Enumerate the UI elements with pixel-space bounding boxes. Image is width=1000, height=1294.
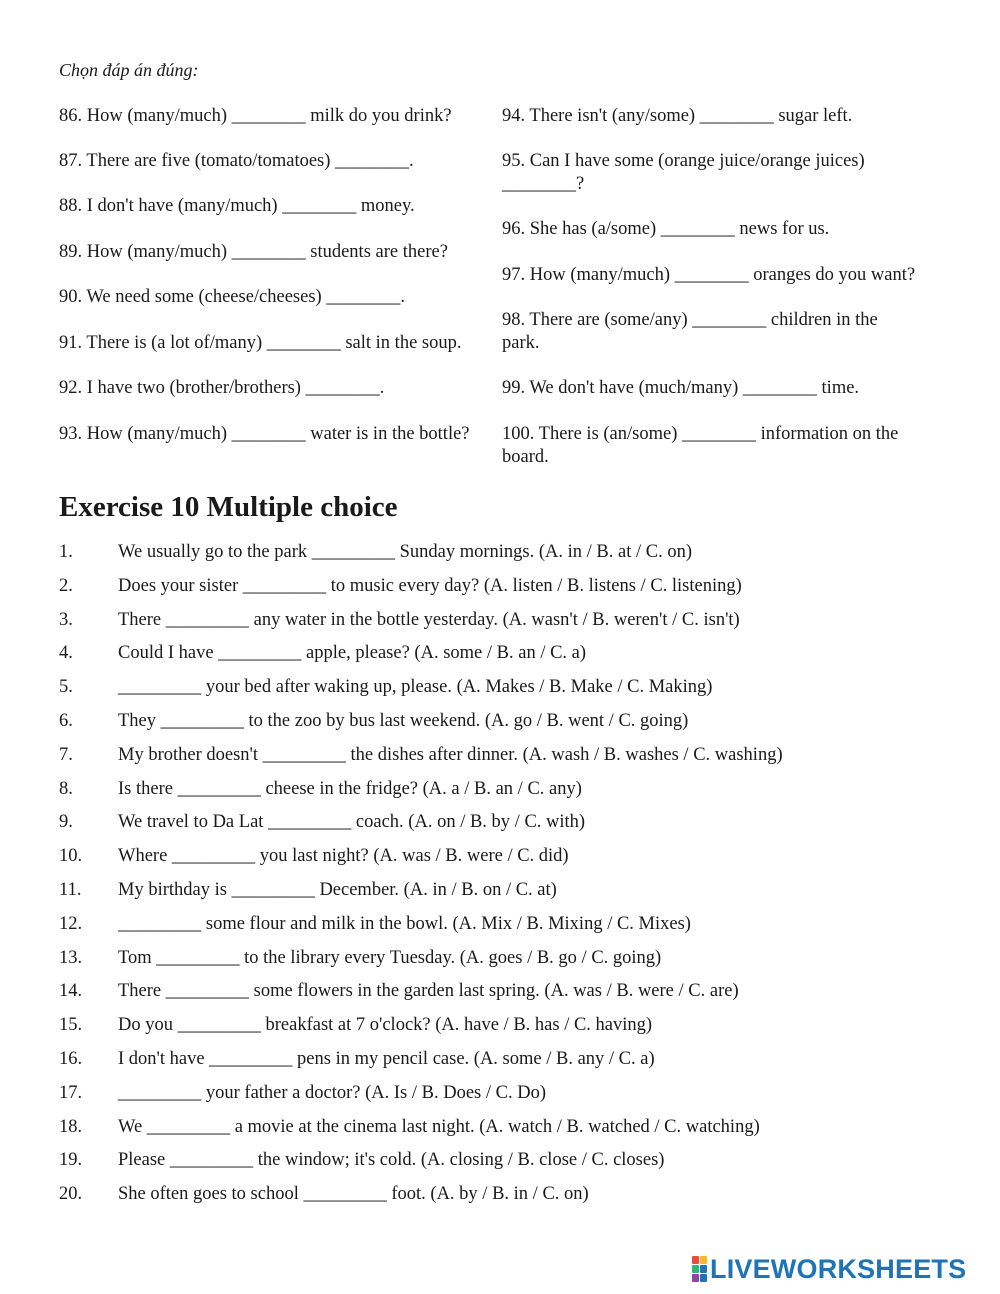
list-item (59, 540, 959, 574)
item-number: 7. (59, 744, 73, 765)
question-95: 95. Can I have some (orange juice/orange juices) ________? (502, 151, 865, 194)
item-text: They _________ to the zoo by bus last weekend. (A. go / B. went / C. going) (118, 710, 689, 731)
item-text: Could I have _________ apple, please? (A. some / B. an / C. a) (118, 643, 587, 664)
item-number: 18. (59, 1116, 83, 1137)
item-text: She often goes to school _________ foot. (A. by / B. in / C. on) (118, 1184, 589, 1205)
question-92: 92. I have two (brother/brothers) ________. (59, 378, 385, 398)
list-item (59, 777, 959, 811)
list-item (59, 608, 959, 642)
item-text: _________ your father a doctor? (A. Is / B. Does / C. Do) (118, 1082, 546, 1103)
list-item (59, 844, 959, 878)
item-text: Is there _________ cheese in the fridge? (A. a / B. an / C. any) (118, 778, 582, 799)
item-text: _________ your bed after waking up, please. (A. Makes / B. Make / C. Making) (118, 677, 713, 698)
item-text: We travel to Da Lat _________ coach. (A. on / B. by / C. with) (118, 812, 586, 833)
question-88: 88. I don't have (many/much) ________ money. (59, 196, 415, 216)
list-item (59, 1182, 959, 1216)
item-text: There _________ some flowers in the garden last spring. (A. was / B. were / C. are) (118, 981, 739, 1002)
item-text: My brother doesn't _________ the dishes after dinner. (A. wash / B. washes / C. washing) (118, 744, 783, 765)
question-86: 86. How (many/much) ________ milk do you drink? (59, 106, 452, 126)
list-item (59, 946, 959, 980)
question-90: 90. We need some (cheese/cheeses) ________. (59, 287, 405, 307)
question-97: 97. How (many/much) ________ oranges do you want? (502, 265, 916, 285)
item-number: 4. (59, 643, 73, 664)
item-number: 8. (59, 778, 73, 799)
list-item (59, 1148, 959, 1182)
list-item (59, 743, 959, 777)
item-number: 13. (59, 947, 83, 968)
question-93: 93. How (many/much) ________ water is in the bottle? (59, 424, 470, 444)
item-number: 1. (59, 542, 73, 562)
question-94: 94. There isn't (any/some) ________ sugar left. (502, 106, 853, 126)
item-number: 12. (59, 913, 83, 934)
list-item (59, 1115, 959, 1149)
logo-text: LIVEWORKSHEETS (710, 1253, 967, 1284)
question-99: 99. We don't have (much/many) ________ time. (502, 378, 860, 398)
list-item (59, 1013, 959, 1047)
question-89: 89. How (many/much) ________ students are there? (59, 242, 448, 262)
item-text: Does your sister _________ to music every day? (A. listen / B. listens / C. listening) (118, 575, 742, 596)
item-number: 11. (59, 879, 82, 900)
item-text: Please _________ the window; it's cold. (A. closing / B. close / C. closes) (118, 1150, 665, 1171)
item-number: 19. (59, 1150, 83, 1171)
item-text: We usually go to the park _________ Sunday mornings. (A. in / B. at / C. on) (118, 542, 693, 562)
item-text: _________ some flour and milk in the bowl. (A. Mix / B. Mixing / C. Mixes) (118, 913, 691, 934)
list-item (59, 979, 959, 1013)
list-item (59, 1047, 959, 1081)
list-item (59, 912, 959, 946)
list-item (59, 675, 959, 709)
exercise-title: Exercise 10 Multiple choice (59, 491, 398, 523)
list-item (59, 641, 959, 675)
list-item (59, 810, 959, 844)
item-number: 2. (59, 575, 73, 596)
question-96: 96. She has (a/some) ________ news for us. (502, 219, 830, 239)
list-item (59, 878, 959, 912)
item-number: 20. (59, 1184, 83, 1205)
item-number: 3. (59, 609, 73, 630)
item-text: Where _________ you last night? (A. was / B. were / C. did) (118, 846, 569, 867)
item-number: 17. (59, 1082, 83, 1103)
list-item (59, 574, 959, 608)
item-text: I don't have _________ pens in my pencil case. (A. some / B. any / C. a) (118, 1048, 655, 1069)
item-number: 10. (59, 846, 83, 867)
item-text: We _________ a movie at the cinema last night. (A. watch / B. watched / C. watching) (118, 1116, 760, 1137)
item-number: 5. (59, 677, 73, 698)
logo-mark-icon (692, 1256, 707, 1282)
multiple-choice-list (59, 540, 959, 1216)
item-number: 6. (59, 710, 73, 731)
list-item (59, 709, 959, 743)
item-text: Do you _________ breakfast at 7 o'clock? (A. have / B. has / C. having) (118, 1015, 653, 1036)
question-98: 98. There are (some/any) ________ children in the park. (502, 310, 878, 353)
item-number: 16. (59, 1048, 83, 1069)
item-text: My birthday is _________ December. (A. in / B. on / C. at) (118, 879, 557, 900)
instruction-text: Chọn đáp án đúng: (59, 60, 199, 80)
list-item (59, 1081, 959, 1115)
liveworksheets-logo[interactable] (692, 1254, 966, 1284)
item-number: 14. (59, 981, 83, 1002)
question-87: 87. There are five (tomato/tomatoes) ________. (59, 151, 414, 171)
item-text: Tom _________ to the library every Tuesday. (A. goes / B. go / C. going) (118, 947, 662, 968)
item-text: There _________ any water in the bottle yesterday. (A. wasn't / B. weren't / C. isn't) (118, 609, 740, 630)
question-91: 91. There is (a lot of/many) ________ salt in the soup. (59, 333, 462, 353)
question-100: 100. There is (an/some) ________ information on the board. (502, 424, 899, 467)
item-number: 15. (59, 1015, 83, 1036)
item-number: 9. (59, 812, 73, 833)
